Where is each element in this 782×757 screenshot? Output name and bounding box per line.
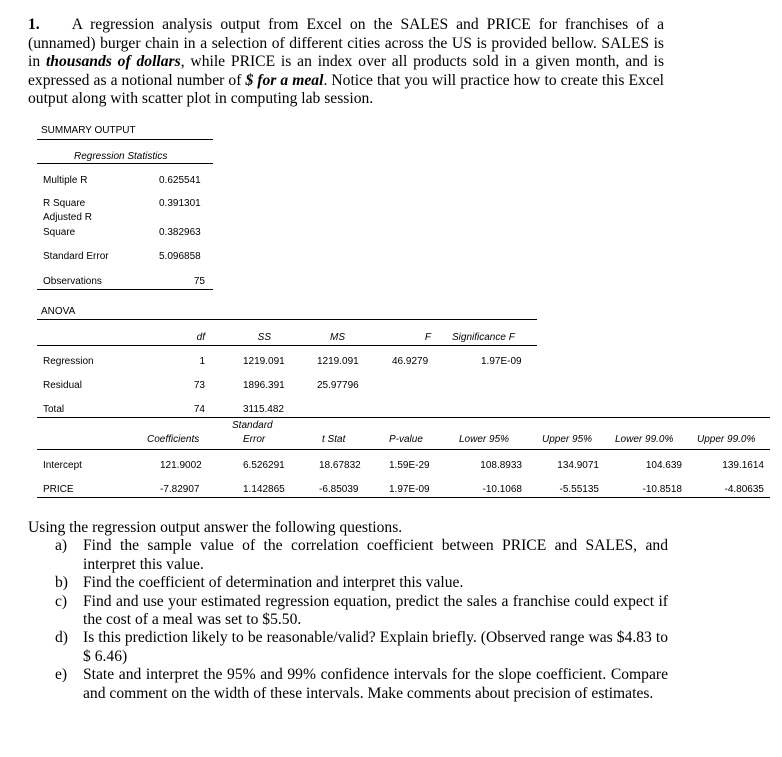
coef-header-rule: [37, 449, 770, 450]
anova-residual-df: 73: [193, 380, 205, 391]
coef-price-lower95: -10.1068: [482, 484, 522, 495]
question-item-text: Is this prediction likely to be reasonable/valid? Explain briefly. (Observed range was $4.83 to $ 6.46): [83, 629, 668, 665]
anova-header-f: F: [424, 332, 431, 343]
adj-r-label-2: Square: [43, 227, 76, 238]
adj-r-square-value: 0.382963: [159, 227, 201, 238]
intro-unit-sales: thousands of dollars: [45, 53, 181, 71]
reg-stats-title: Regression Statistics: [74, 151, 168, 162]
questions-list: [28, 537, 668, 703]
anova-regression-df: 1: [199, 356, 205, 367]
coef-price-t: -6.85039: [319, 484, 359, 495]
summary-rule: [37, 139, 213, 140]
question-item: [28, 629, 668, 666]
coef-intercept-se: 6.526291: [243, 460, 285, 471]
coef-header-se-2: Error: [243, 434, 266, 445]
questions-section: [28, 519, 668, 703]
coef-header-p: P-value: [389, 434, 423, 445]
question-item-label: b): [55, 574, 68, 592]
coef-header-se-1: Standard: [232, 420, 273, 431]
coef-price-upper99: -4.80635: [724, 484, 764, 495]
intro-unit-price: $ for a meal: [245, 71, 324, 89]
anova-regression-sig: 1.97E-09: [481, 356, 522, 367]
question-item: [28, 666, 668, 703]
question-item-label: a): [55, 537, 68, 555]
r-square-label: R Square: [43, 198, 86, 209]
question-item-text: Find and use your estimated regression equation, predict the sales a franchise could expect if the cost of a meal was set to $5.50.: [83, 592, 668, 629]
observations-label: Observations: [43, 276, 102, 287]
anova-regression-f: 46.9279: [392, 356, 429, 367]
coef-header-upper95: Upper 95%: [542, 434, 593, 445]
adj-r-label-1: Adjusted R: [43, 212, 92, 223]
coef-price-p: 1.97E-09: [389, 484, 430, 495]
summary-title: SUMMARY OUTPUT: [41, 125, 136, 136]
anova-regression-ss: 1219.091: [243, 356, 285, 367]
coef-header-lower95: Lower 95%: [459, 434, 510, 445]
coef-bottom-rule: [37, 497, 770, 498]
question-item-label: e): [55, 666, 68, 684]
coef-price-label: PRICE: [43, 484, 74, 495]
question-intro: [28, 16, 664, 109]
observations-value: 75: [193, 276, 205, 287]
intro-part-3: . Notice that you will practice how to create this Excel output along with scatter plot in computing lab session.: [28, 71, 665, 108]
anova-total-ss: 3115.482: [243, 404, 284, 415]
intro-part-1: A regression analysis output from Excel on the SALES and PRICE for franchises of a (unnamed) burger chain in a selection of different cities across the US is provided bellow. SALES is in: [28, 16, 664, 71]
coef-intercept-p: 1.59E-29: [389, 460, 430, 471]
question-item: [28, 593, 668, 630]
anova-header-ms: MS: [330, 332, 345, 343]
anova-total-df: 74: [193, 404, 205, 415]
anova-regression-label: Regression: [43, 356, 94, 367]
multiple-r-label: Multiple R: [43, 175, 88, 186]
multiple-r-value: 0.625541: [159, 175, 201, 186]
coef-price-upper95: -5.55135: [559, 484, 599, 495]
question-item: [28, 537, 668, 574]
anova-residual-ms: 25.97796: [317, 380, 359, 391]
coef-intercept-upper99: 139.1614: [722, 460, 764, 471]
anova-residual-ss: 1896.391: [243, 380, 285, 391]
coef-header-lower99: Lower 99.0%: [615, 434, 674, 445]
coef-price-se: 1.142865: [243, 484, 285, 495]
question-item-text: Find the sample value of the correlation coefficient between PRICE and SALES, and interpret this value.: [83, 537, 668, 573]
coef-header-upper99: Upper 99.0%: [697, 434, 756, 445]
std-error-value: 5.096858: [159, 251, 201, 262]
anova-bottom-rule: [37, 417, 770, 418]
coef-intercept-label: Intercept: [43, 460, 82, 471]
coef-price-lower99: -10.8518: [642, 484, 682, 495]
anova-residual-label: Residual: [43, 380, 82, 391]
reg-stats-rule: [37, 163, 213, 164]
coef-intercept-lower99: 104.639: [645, 460, 682, 471]
anova-regression-ms: 1219.091: [317, 356, 359, 367]
anova-header-rule: [37, 345, 537, 346]
question-item: [28, 574, 668, 592]
question-item-text: State and interpret the 95% and 99% confidence intervals for the slope coefficient. Compare and comment on the width of these intervals. Make comments about precision of estimates.: [83, 666, 668, 702]
reg-stats-bottom-rule: [37, 289, 213, 290]
anova-total-label: Total: [43, 404, 65, 415]
question-number: 1.: [28, 16, 40, 33]
coef-intercept-coef: 121.9002: [160, 460, 202, 471]
coef-header-t: t Stat: [322, 434, 346, 445]
intro-part-2: , while PRICE is an index over all products sold in a given month, and is expressed as a notional number of: [28, 53, 665, 89]
question-item-label: d): [55, 629, 68, 647]
anova-header-ss: SS: [257, 332, 271, 343]
anova-title: ANOVA: [41, 306, 76, 317]
anova-header-sig: Significance F: [452, 332, 515, 343]
anova-top-rule: [37, 319, 537, 320]
question-item-label: c): [55, 592, 68, 610]
coef-price-coef: -7.82907: [160, 484, 200, 495]
anova-header-df: df: [196, 332, 205, 343]
coef-intercept-lower95: 108.8933: [480, 460, 522, 471]
questions-intro: Using the regression output answer the following questions.: [28, 519, 403, 536]
coef-intercept-t: 18.67832: [319, 460, 361, 471]
coef-intercept-upper95: 134.9071: [557, 460, 599, 471]
coef-header-coefficients: Coefficients: [147, 434, 200, 445]
std-error-label: Standard Error: [43, 251, 109, 262]
question-item-text: Find the coefficient of determination and interpret this value.: [83, 574, 464, 592]
r-square-value: 0.391301: [159, 198, 201, 209]
